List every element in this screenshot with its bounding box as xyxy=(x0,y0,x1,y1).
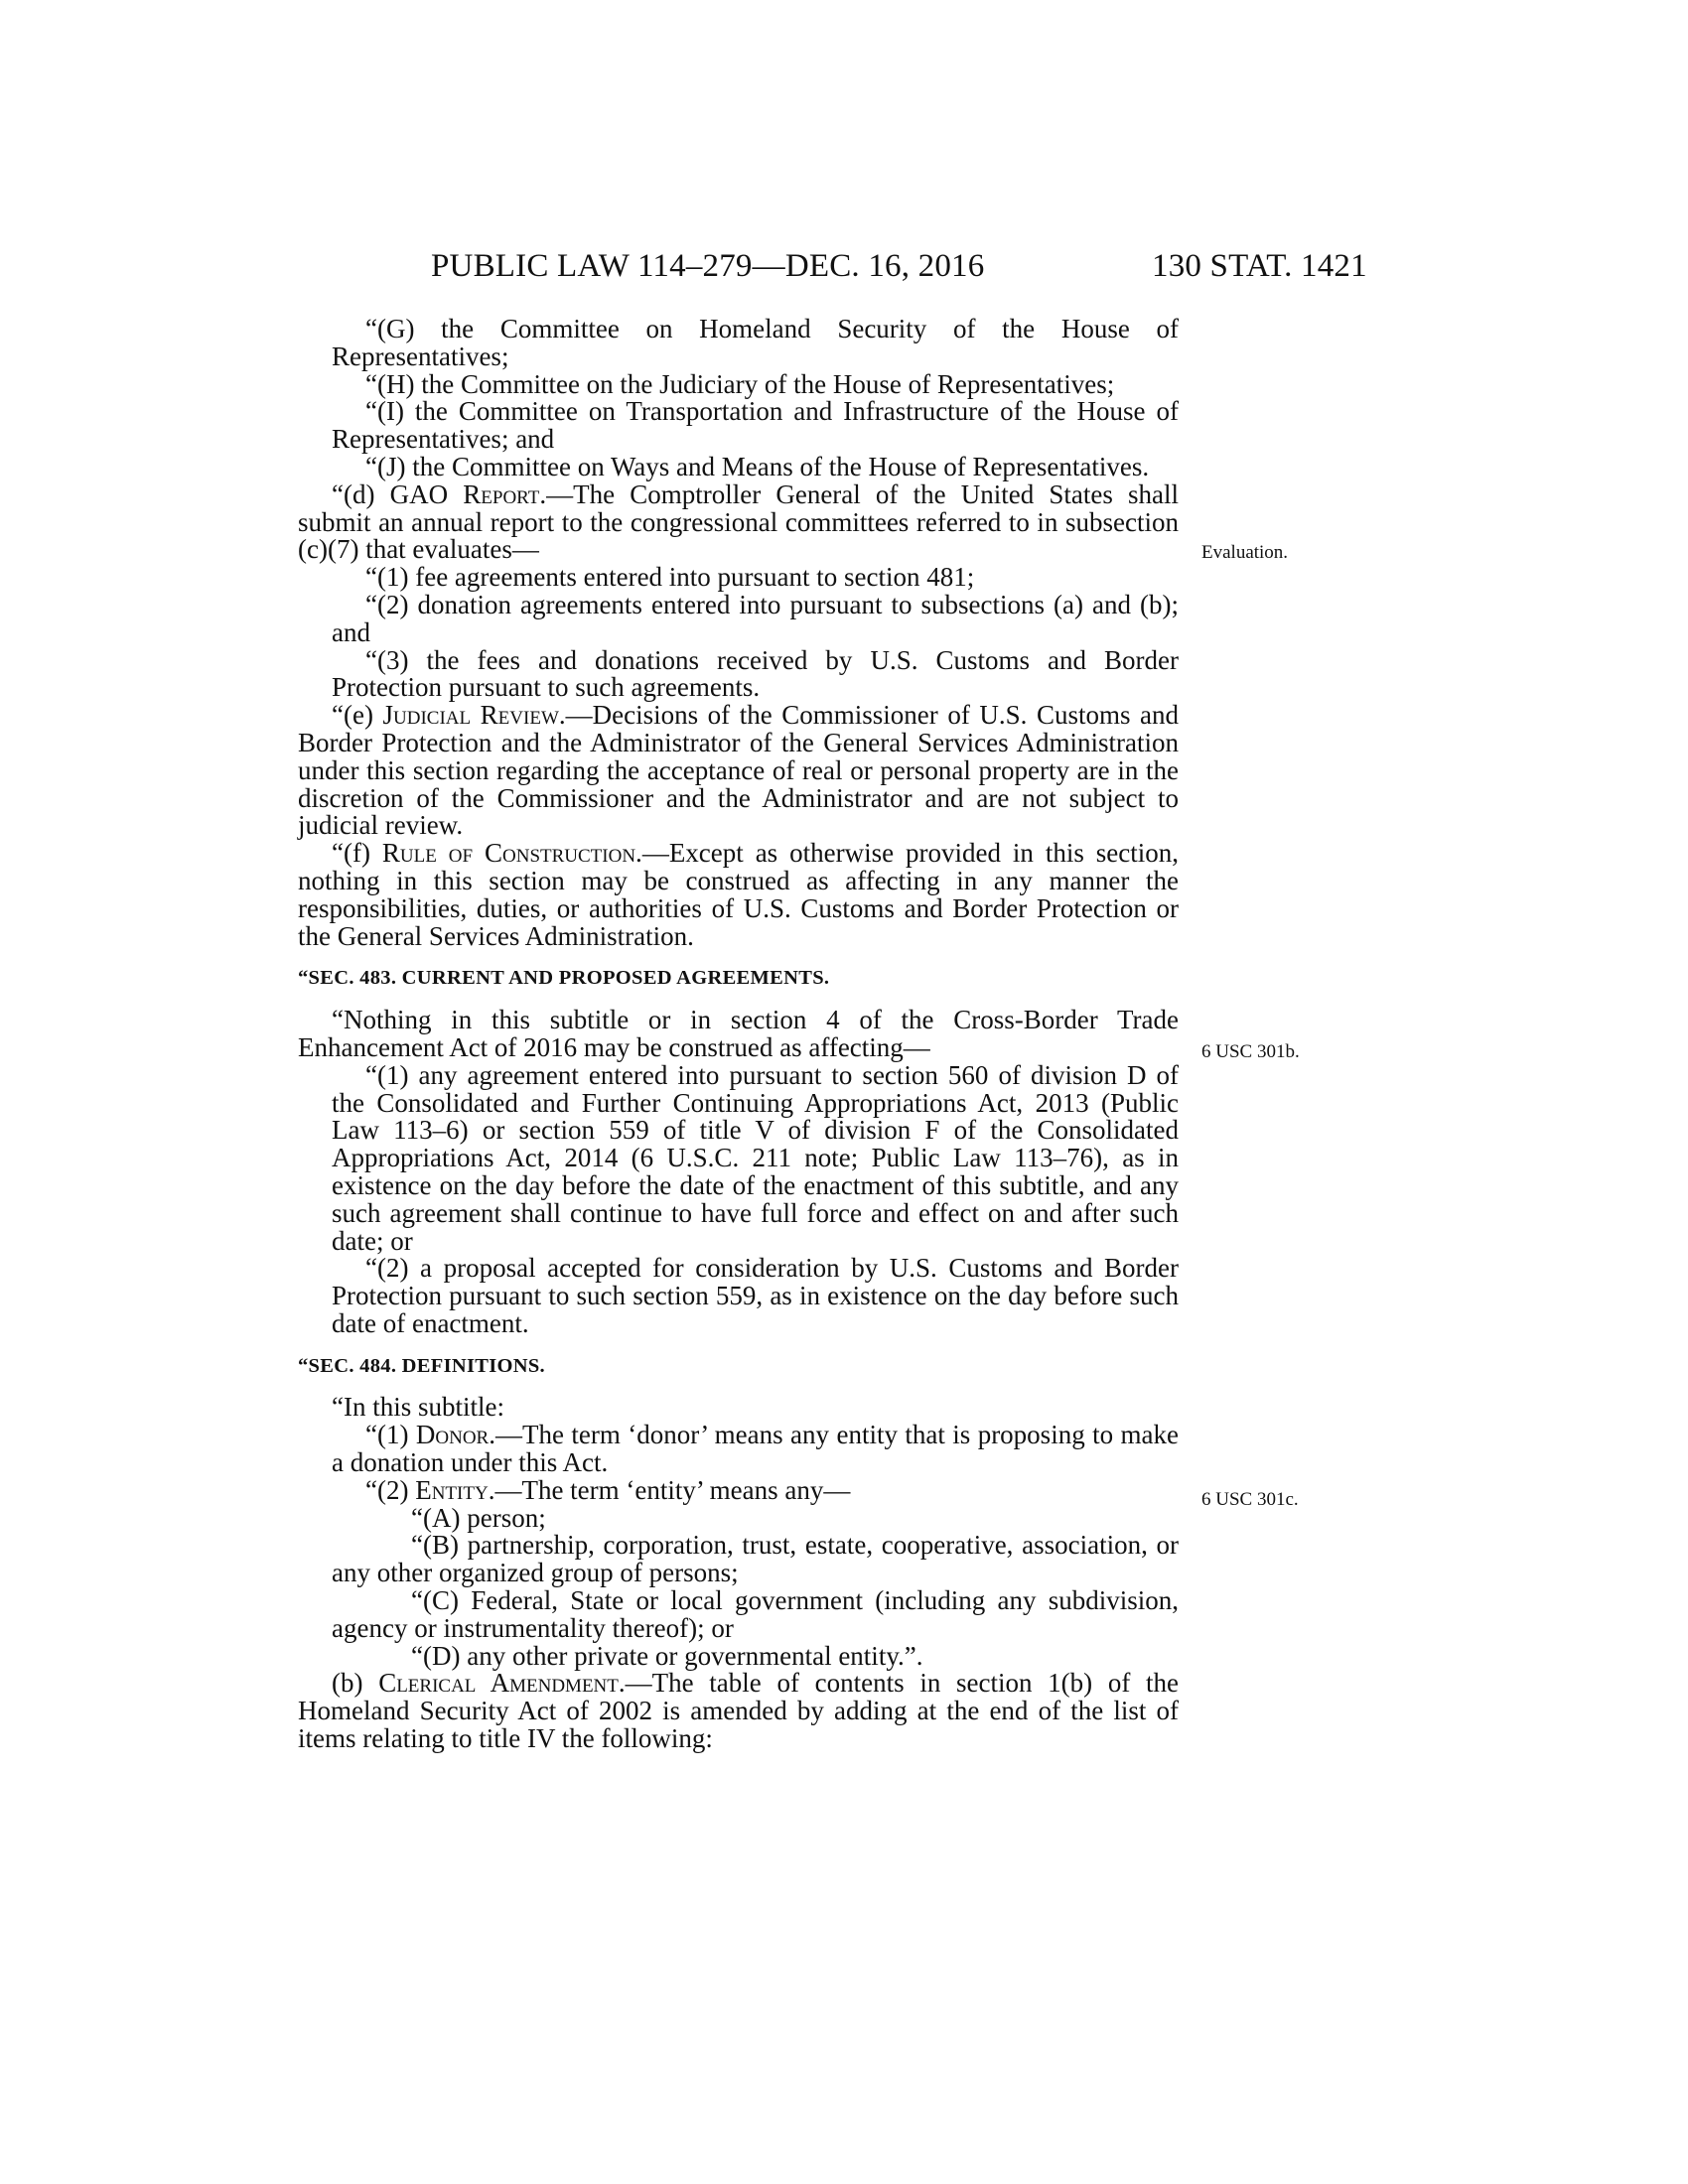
subsection-d-item-3: “(3) the fees and donations received by U.S. Customs and Border Protection pursuant to such agreements. xyxy=(332,644,1179,703)
section-483-intro: “Nothing in this subtitle or in section 4 of the Cross-Border Trade Enhancement Act of 2016 may be construed as affecting— xyxy=(298,1005,1179,1062)
margin-note-6-usc-301c: 6 USC 301c. xyxy=(1201,1489,1299,1510)
committee-i: “(I) the Committee on Transportation and Infrastructure of the House of Representatives; and xyxy=(332,396,1179,455)
section-483-heading: “SEC. 483. CURRENT AND PROPOSED AGREEMENTS. xyxy=(298,967,830,990)
committee-j: “(J) the Committee on Ways and Means of the House of Representatives. xyxy=(365,451,1150,481)
margin-note-6-usc-301b: 6 USC 301b. xyxy=(1201,1041,1300,1062)
section-483-item-1: “(1) any agreement entered into pursuant to section 560 of division D of the Consolidated and Further Continuing Appropriations Act, 2013 (Public Law 113–6) or section 559 of title V of division F of the Consolidated Appropriations Act, 2014 (6 U.S.C. 211 note; Public Law 113–76), as in existence on the day before the date of the enactment of this subtitle, and any such agreement shall continue to have full force and effect on and after such date; or xyxy=(332,1059,1179,1256)
body-text xyxy=(298,316,1179,1753)
definition-entity-b: “(B) partnership, corporation, trust, estate, cooperative, association, or any other organized group of persons; xyxy=(332,1530,1179,1588)
committee-g: “(G) the Committee on Homeland Security of the House of Representatives; xyxy=(332,314,1179,371)
definition-donor: “(1) Donor.—The term ‘donor’ means any entity that is proposing to make a donation under this Act. xyxy=(332,1420,1180,1478)
subsection-f-title: Rule of Construction. xyxy=(381,838,642,869)
margin-note-evaluation: Evaluation. xyxy=(1201,542,1289,563)
subsection-d-gao-report: “(d) GAO Report.—The Comptroller General of the United States shall submit an annual report to the congressional committees referred to in subsection (c)(7) that evaluates— xyxy=(298,478,1179,565)
running-header-stat-page: 130 STAT. 1421 xyxy=(1152,248,1367,284)
definition-entity-c: “(C) Federal, State or local government (including any subdivision, agency or instrumentality thereof); or xyxy=(332,1585,1179,1643)
subsection-f-rule-of-construction: “(f) Rule of Construction.—Except as otherwise provided in this section, nothing in this section may be construed as affecting in any manner the responsibilities, duties, or authorities of U.S. Customs and Border Protection or the General Services Administration. xyxy=(298,838,1180,951)
subsection-d-title: GAO Report. xyxy=(389,478,547,509)
subsection-d-item-2: “(2) donation agreements entered into pursuant to subsections (a) and (b); and xyxy=(332,589,1179,647)
definition-entity: “(2) Entity.—The term ‘entity’ means any— xyxy=(365,1474,851,1505)
subsection-e-judicial-review: “(e) Judicial Review.—Decisions of the Commissioner of U.S. Customs and Border Protection and the Administrator of the General Services Administration under this section regarding the acceptance of real or personal property are in the discretion of the Commissioner and the Administrator and are not subject to judicial review. xyxy=(298,700,1180,841)
subsection-b-title: Clerical Amendment. xyxy=(378,1668,626,1699)
definition-donor-title: Donor. xyxy=(415,1420,495,1450)
section-484-intro: “In this subtitle: xyxy=(332,1392,504,1423)
committee-h: “(H) the Committee on the Judiciary of the House of Representatives; xyxy=(365,368,1115,399)
definition-entity-d: “(D) any other private or governmental entity.”. xyxy=(411,1640,923,1671)
subsection-b-clerical-amendment: (b) Clerical Amendment.—The table of contents in section 1(b) of the Homeland Security Act of 2002 is amended by adding at the end of the list of items relating to title IV the following: xyxy=(298,1668,1180,1754)
section-484-heading: “SEC. 484. DEFINITIONS. xyxy=(298,1354,545,1377)
definition-entity-a: “(A) person; xyxy=(411,1502,546,1533)
subsection-e-title: Judicial Review. xyxy=(382,700,566,731)
running-header-law: PUBLIC LAW 114–279—DEC. 16, 2016 xyxy=(431,248,985,284)
definition-entity-title: Entity. xyxy=(415,1474,495,1505)
section-483-item-2: “(2) a proposal accepted for consideration by U.S. Customs and Border Protection pursuant to such section 559, as in existence on the day before such date of enactment. xyxy=(332,1253,1179,1338)
subsection-d-item-1: “(1) fee agreements entered into pursuant to section 481; xyxy=(365,562,975,593)
